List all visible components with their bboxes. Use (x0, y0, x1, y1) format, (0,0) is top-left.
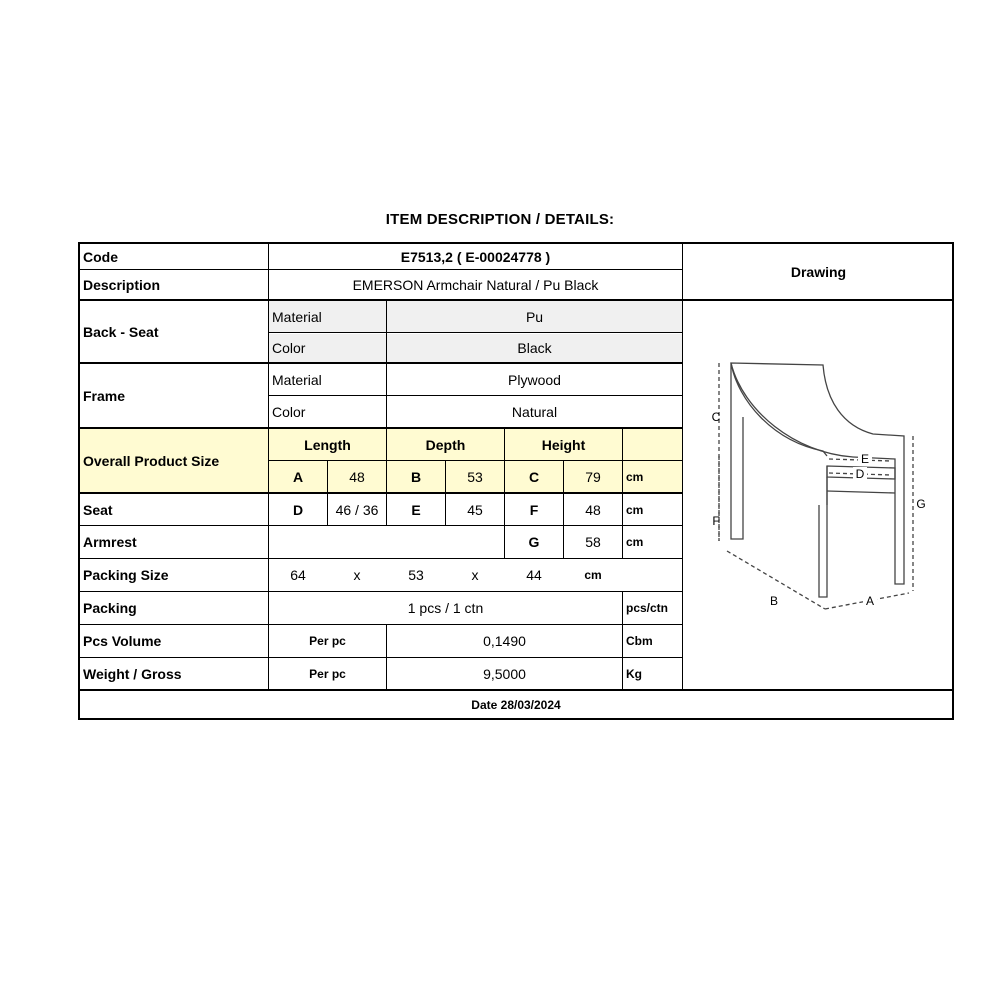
dim-b-letter: B (410, 468, 422, 485)
drawing-label: Drawing (790, 263, 847, 280)
frame-label: Frame (83, 387, 126, 404)
back-seat-color-value: Black (517, 339, 552, 356)
height-header: Height (541, 436, 586, 453)
dim-d-marker: D (853, 467, 867, 481)
dim-g-letter: G (528, 534, 540, 550)
overall-unit: cm (626, 469, 644, 484)
description-label: Description (83, 276, 161, 293)
packing-size-label: Packing Size (83, 567, 169, 583)
packing-x-1: x (353, 567, 361, 583)
pcs-volume-per: Per pc (309, 634, 346, 648)
armrest-label: Armrest (83, 534, 137, 550)
packing-size-unit: cm (584, 568, 602, 582)
details-table (78, 242, 954, 720)
overall-size-label: Overall Product Size (83, 452, 220, 469)
packing-length: 64 (290, 567, 306, 583)
dim-e-marker: E (858, 452, 872, 466)
back-seat-material-value: Pu (525, 308, 544, 325)
dim-g-marker: G (916, 497, 926, 511)
dim-c-value: 79 (585, 468, 601, 485)
packing-x-2: x (471, 567, 479, 583)
dim-b-value: 53 (467, 468, 483, 485)
dim-d-letter: D (292, 501, 304, 518)
armrest-unit: cm (626, 535, 644, 549)
dim-a-marker: A (863, 593, 877, 609)
seat-unit: cm (626, 502, 644, 517)
code-label: Code (83, 248, 118, 265)
dim-e-value: 45 (467, 501, 483, 518)
dim-c-letter: C (528, 468, 540, 485)
length-header: Length (304, 436, 351, 453)
packing-value: 1 pcs / 1 ctn (407, 600, 484, 616)
frame-color-label: Color (272, 403, 306, 420)
chair-drawing (683, 301, 954, 690)
dim-e-letter: E (411, 501, 421, 518)
packing-unit: pcs/ctn (626, 601, 669, 615)
depth-header: Depth (425, 436, 466, 453)
description-value: EMERSON Armchair Natural / Pu Black (352, 276, 599, 293)
dim-c-marker: C (711, 410, 721, 424)
weight-label: Weight / Gross (83, 665, 182, 682)
packing-height: 44 (526, 567, 542, 583)
dim-f-marker: F (712, 514, 720, 528)
pcs-volume-value: 0,1490 (483, 633, 526, 649)
weight-per: Per pc (309, 666, 346, 681)
seat-label: Seat (83, 501, 113, 518)
date-footer: Date 28/03/2024 (471, 697, 561, 712)
page-title: ITEM DESCRIPTION / DETAILS: (385, 211, 615, 228)
frame-material-value: Plywood (508, 371, 561, 388)
dim-a-value: 48 (349, 468, 365, 485)
dim-d-value: 46 / 36 (335, 501, 379, 518)
back-seat-color-label: Color (272, 339, 306, 356)
frame-color-value: Natural (511, 403, 558, 420)
dim-f-letter: F (529, 501, 539, 518)
dim-f-value: 48 (585, 501, 601, 518)
pcs-volume-unit: Cbm (626, 634, 653, 648)
weight-value: 9,5000 (483, 665, 526, 682)
dim-g-value: 58 (585, 534, 601, 550)
packing-width: 53 (408, 567, 424, 583)
packing-label: Packing (83, 600, 137, 616)
weight-unit: Kg (626, 666, 642, 681)
code-value: E7513,2 ( E-00024778 ) (400, 248, 551, 265)
pcs-volume-label: Pcs Volume (83, 633, 162, 649)
dim-a-letter: A (292, 468, 304, 485)
dim-b-marker: B (767, 593, 781, 609)
back-seat-label: Back - Seat (83, 323, 159, 340)
back-seat-material-label: Material (272, 308, 322, 325)
frame-material-label: Material (272, 371, 322, 388)
